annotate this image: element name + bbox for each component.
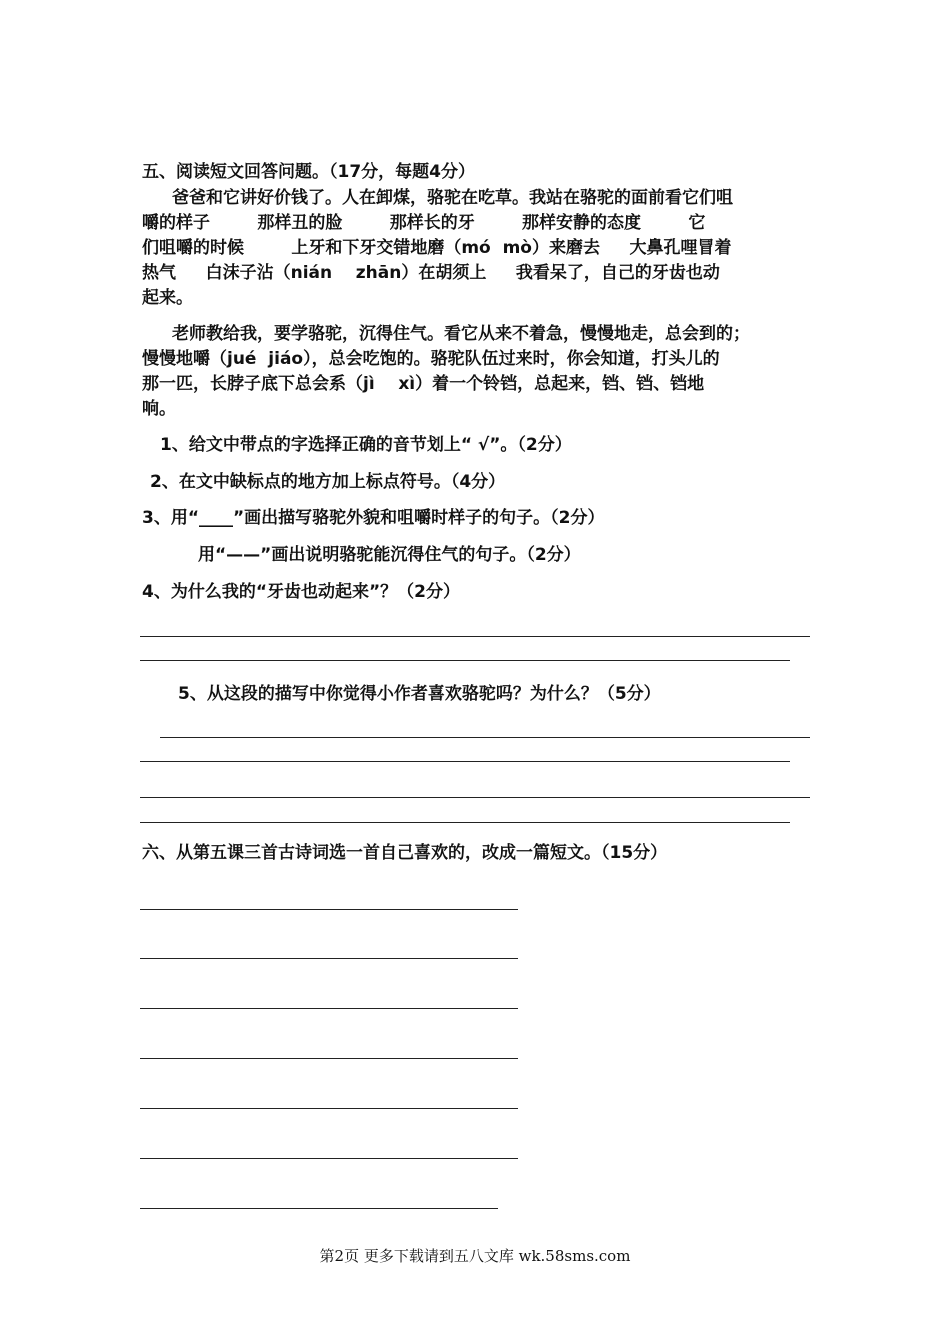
writing-line-1[interactable] bbox=[140, 909, 518, 910]
writing-line-2[interactable] bbox=[140, 958, 518, 959]
passage-p2-line3: 那一匹，长脖子底下总会系（jì xì）着一个铃铛，总起来，铛、铛、铛地 bbox=[142, 374, 705, 394]
passage-p1-line1: 爸爸和它讲好价钱了。人在卸煤，骆驼在吃草。我站在骆驼的面前看它们咀 bbox=[172, 188, 733, 208]
passage-p1-line5: 起来。 bbox=[142, 288, 193, 308]
question-1: 1、给文中带点的字选择正确的音节划上“ √”。（2分） bbox=[160, 435, 572, 455]
section6-title: 六、从第五课三首古诗词选一首自己喜欢的，改成一篇短文。（15分） bbox=[142, 843, 668, 863]
question-4: 4、为什么我的“牙齿也动起来”？（2分） bbox=[142, 582, 461, 602]
passage-p1-line2: 嚼的样子 那样丑的脸 那样长的牙 那样安静的态度 它 bbox=[142, 213, 706, 233]
passage-p2-line4: 响。 bbox=[142, 399, 176, 419]
answer-line-q5-3[interactable] bbox=[140, 797, 810, 798]
passage-p2-line1: 老师教给我，要学骆驼，沉得住气。看它从来不着急，慢慢地走，总会到的； bbox=[172, 324, 750, 344]
section5-title: 五、阅读短文回答问题。（17分，每题4分） bbox=[142, 162, 475, 182]
writing-line-7[interactable] bbox=[140, 1208, 498, 1209]
writing-line-4[interactable] bbox=[140, 1058, 518, 1059]
passage-p1-line4: 热气 白沫子沾（nián zhān）在胡须上 我看呆了，自己的牙齿也动 bbox=[142, 263, 720, 283]
writing-line-5[interactable] bbox=[140, 1108, 518, 1109]
question-2: 2、在文中缺标点的地方加上标点符号。（4分） bbox=[150, 472, 506, 492]
page-footer: 第2页 更多下载请到五八文库 wk.58sms.com bbox=[319, 1247, 631, 1265]
writing-line-6[interactable] bbox=[140, 1158, 518, 1159]
answer-line-q5-4[interactable] bbox=[140, 822, 790, 823]
writing-line-3[interactable] bbox=[140, 1008, 518, 1009]
question-3b: 用“——”画出说明骆驼能沉得住气的句子。（2分） bbox=[198, 545, 581, 565]
passage-p2-line2: 慢慢地嚼（jué jiáo），总会吃饱的。骆驼队伍过来时，你会知道，打头儿的 bbox=[142, 349, 720, 369]
passage-p1-line3: 们咀嚼的时候 上牙和下牙交错地磨（mó mò）来磨去 大鼻孔哩冒着 bbox=[142, 238, 732, 258]
answer-line-q5-2[interactable] bbox=[140, 761, 790, 762]
answer-line-q4-2[interactable] bbox=[140, 660, 790, 661]
answer-line-q4-1[interactable] bbox=[140, 636, 810, 637]
question-3a: 3、用“____”画出描写骆驼外貌和咀嚼时样子的句子。（2分） bbox=[142, 508, 605, 528]
question-5: 5、从这段的描写中你觉得小作者喜欢骆驼吗？为什么？（5分） bbox=[178, 684, 661, 704]
answer-line-q5-1[interactable] bbox=[160, 737, 810, 738]
